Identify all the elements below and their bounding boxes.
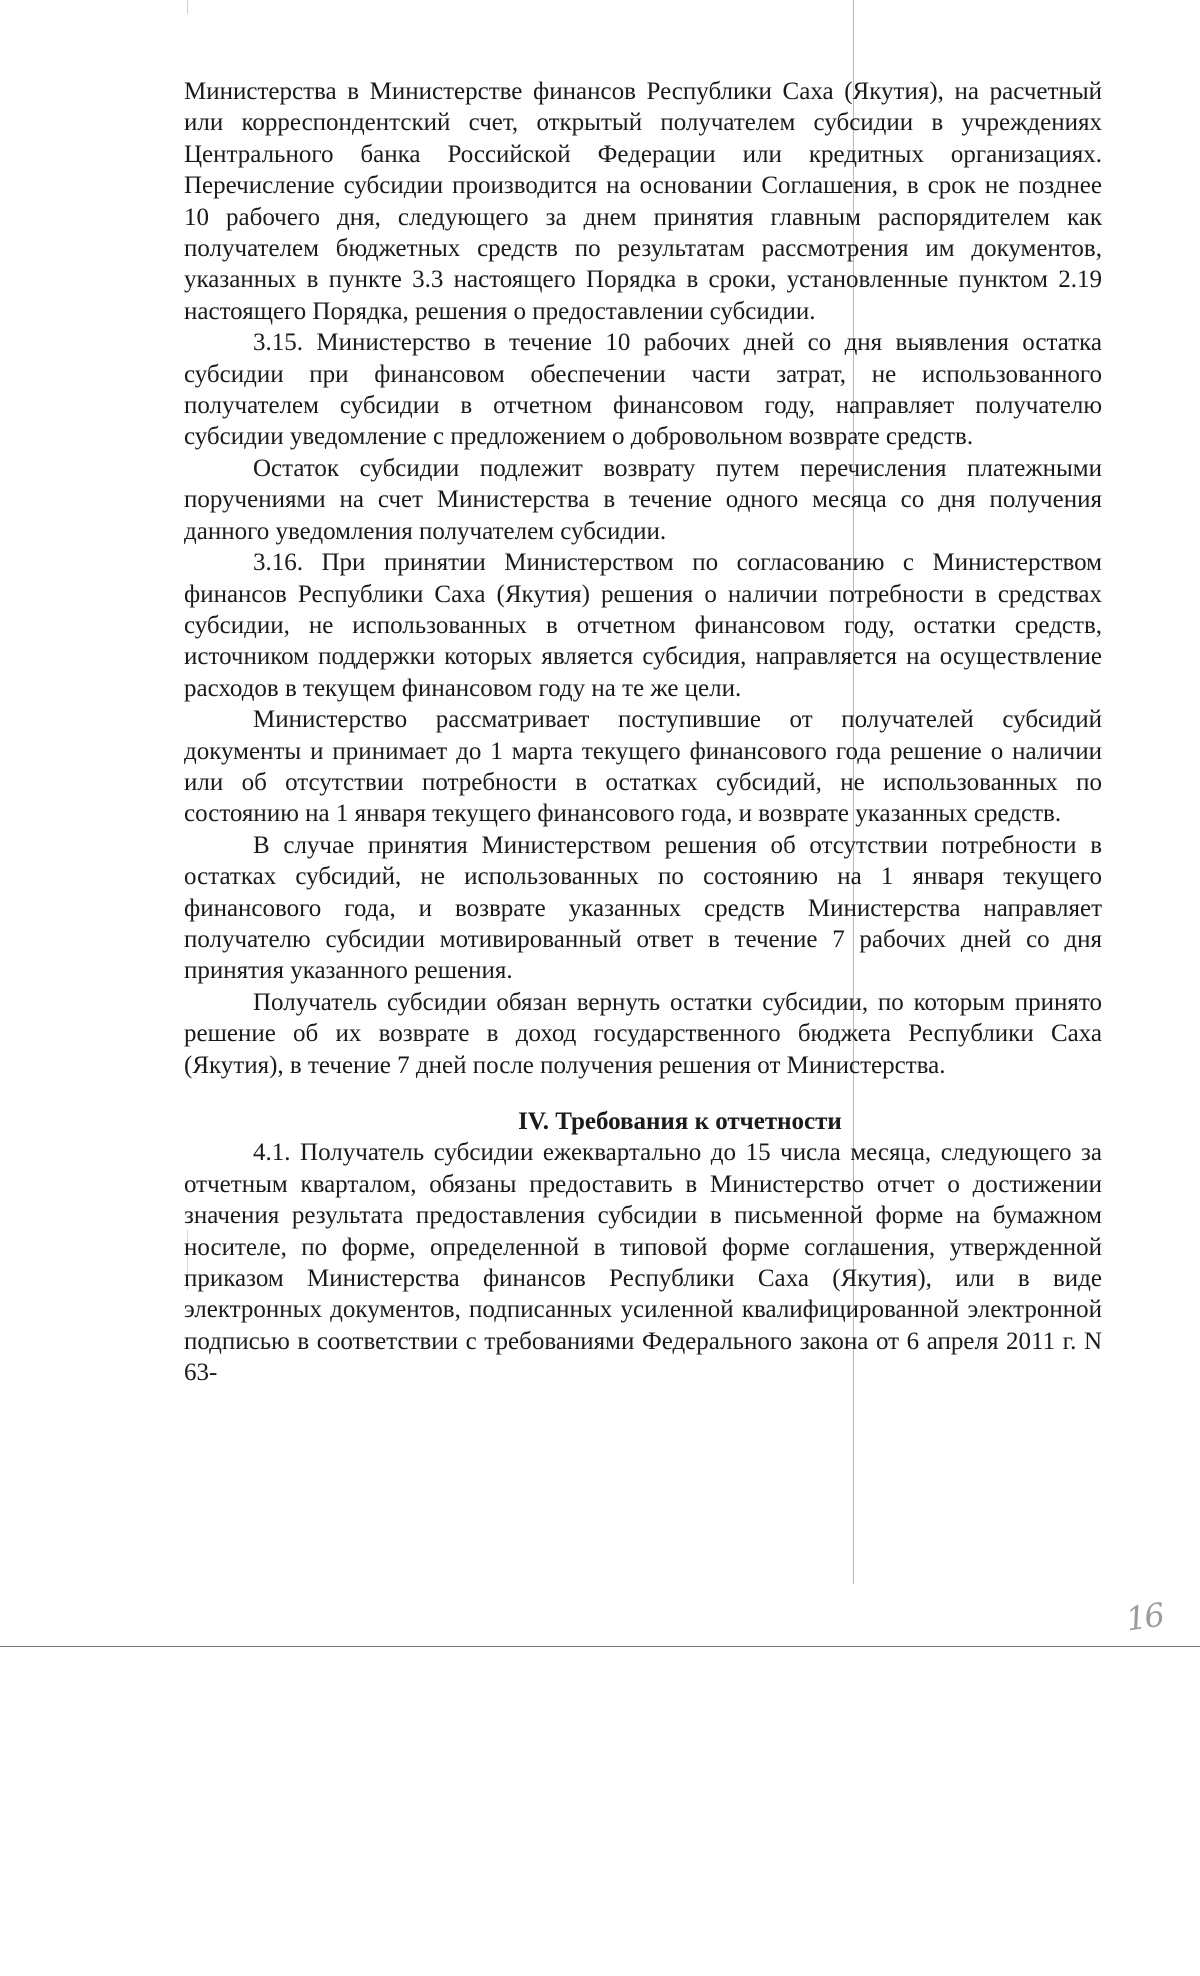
paragraph-ministry-review: Министерство рассматривает поступившие от получателей субсидий документы и принимает до 1 марта текущего финансового года решение о наличии или об отсутствии потребности в остатках субсидий, не использованных по состоянию на 1 января текущего финансового года, и возврате указанных средств. <box>184 706 1102 828</box>
paragraph-continuation: Министерства в Министерстве финансов Республики Саха (Якутия), на расчетный или корреспондентский счет, открытый получателем субсидии в учреждениях Центрального банка Российской Федерации или кредитных организациях. Перечисление субсидии производится на основании Соглашения, в срок не позднее 10 рабочего дня, следующего за днем принятия главным распорядителем как получателем бюджетных средств по результатам рассмотрения им документов, указанных в пункте 3.3 настоящего Порядка в сроки, установленные пунктом 2.19 настоящего Порядка, решения о предоставлении субсидии. <box>184 78 1102 325</box>
paragraph-remainder-return: Остаток субсидии подлежит возврату путем перечисления платежными поручениями на счет Министерства в течение одного месяца со дня получения данного уведомления получателем субсидии. <box>184 454 1102 545</box>
paragraph-obligation-return: Получатель субсидии обязан вернуть остатки субсидии, по которым принято решение об их возврате в доход государственного бюджета Республики Саха (Якутия), в течение 7 дней после получения решения от Министерства. <box>184 988 1102 1079</box>
paragraph-4-1: 4.1. Получатель субсидии ежеквартально до 15 числа месяца, следующего за отчетным кварталом, обязаны предоставить в Министерство отчет о достижении значения результата предоставления субсидии в письменной форме на бумажном носителе, по форме, определенной в типовой форме соглашения, утвержденной приказом Министерства финансов Республики Саха (Якутия), или в виде электронных документов, подписанных усиленной квалифицированной электронной подписью в соответствии с требованиями Федерального закона от 6 апреля 2011 г. N 63- <box>184 1139 1102 1387</box>
scan-artifact-mark <box>187 0 188 14</box>
page-bottom-rule <box>0 1646 1200 1647</box>
handwritten-page-number: 16 <box>1123 1595 1166 1639</box>
paragraph-refusal-case: В случае принятия Министерством решения об отсутствии потребности в остатках субсидий, не использованных по состоянию на 1 января текущего финансового года, и возврате указанных средств Министерства направляет получателю субсидии мотивированный ответ в течение 7 рабочих дней со дня принятия указанного решения. <box>184 831 1102 985</box>
section-heading-text: IV. Требования к отчетности <box>518 1108 842 1135</box>
section-heading <box>184 1106 1102 1137</box>
document-body <box>184 76 1102 1389</box>
paragraph-3-15: 3.15. Министерство в течение 10 рабочих дней со дня выявления остатка субсидии при финансовом обеспечении части затрат, не использованного получателем субсидии в отчетном финансовом году, направляет получателю субсидии уведомление с предложением о добровольном возврате средств. <box>184 329 1102 451</box>
paragraph-3-16: 3.16. При принятии Министерством по согласованию с Министерством финансов Республики Саха (Якутия) решения о наличии потребности в средствах субсидии, не использованных в отчетном финансовом году, остатки средств, источником поддержки которых является субсидия, направляется на осуществление расходов в текущем финансовом году на те же цели. <box>184 549 1102 702</box>
